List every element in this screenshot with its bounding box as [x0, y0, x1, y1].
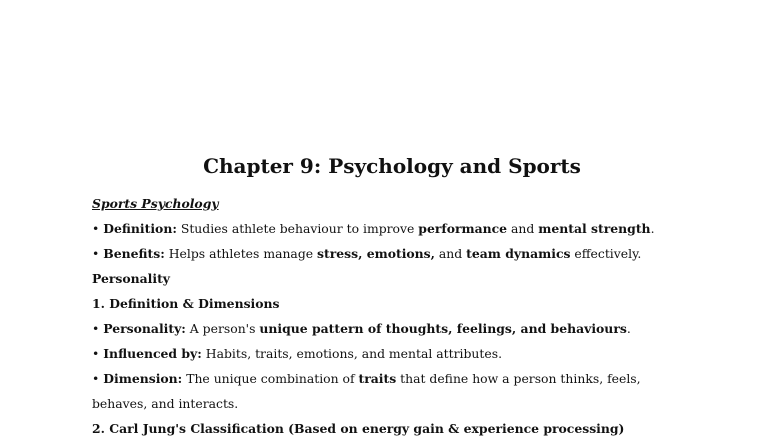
benefits-text-b: and [434, 246, 467, 261]
definition-text-c: . [650, 221, 655, 236]
benefits-label: Benefits: [103, 246, 165, 261]
bullet-icon: • [92, 371, 100, 386]
section-heading: Sports Psychology [92, 196, 219, 211]
personality-heading: Personality [92, 271, 171, 286]
benefits-bullet [92, 241, 732, 266]
influenced-label: Influenced by: [103, 346, 202, 361]
dimension-label: Dimension: [103, 371, 183, 386]
dimension-continuation: behaves, and interacts. [92, 396, 239, 411]
personality-label: Personality: [103, 321, 186, 336]
definition-bold-a: performance [418, 221, 508, 236]
definition-dimensions-subheading: 1. Definition & Dimensions [92, 296, 280, 311]
benefits-bold-a: stress, emotions, [317, 246, 435, 261]
dimension-bullet [92, 366, 732, 391]
bullet-icon: • [92, 321, 100, 336]
personality-text-a: A person's [185, 321, 260, 336]
definition-label: Definition: [103, 221, 177, 236]
benefits-bold-b: team dynamics [466, 246, 571, 261]
personality-text-b: . [626, 321, 631, 336]
bullet-icon: • [92, 221, 100, 236]
influenced-text-a: Habits, traits, emotions, and mental attributes. [201, 346, 503, 361]
definition-text-b: and [507, 221, 539, 236]
chapter-title: Chapter 9: Psychology and Sports [203, 154, 581, 178]
dimension-text-a: The unique combination of [182, 371, 359, 386]
definition-text-a: Studies athlete behaviour to improve [176, 221, 419, 236]
influenced-bullet [92, 341, 732, 366]
definition-bullet [92, 216, 732, 241]
benefits-text-a: Helps athletes manage [164, 246, 318, 261]
bullet-icon: • [92, 346, 100, 361]
benefits-text-c: effectively. [570, 246, 642, 261]
bullet-icon: • [92, 246, 100, 261]
definition-bold-b: mental strength [538, 221, 651, 236]
personality-bullet [92, 316, 732, 341]
carl-jung-subheading: 2. Carl Jung's Classification (Based on energy gain & experience processing) [92, 421, 625, 436]
personality-bold-a: unique pattern of thoughts, feelings, and behaviours [259, 321, 627, 336]
dimension-text-b: that define how a person thinks, feels, [396, 371, 641, 386]
document-body [92, 191, 732, 441]
sports-psychology-heading [92, 191, 732, 216]
dimension-bold-a: traits [358, 371, 397, 386]
